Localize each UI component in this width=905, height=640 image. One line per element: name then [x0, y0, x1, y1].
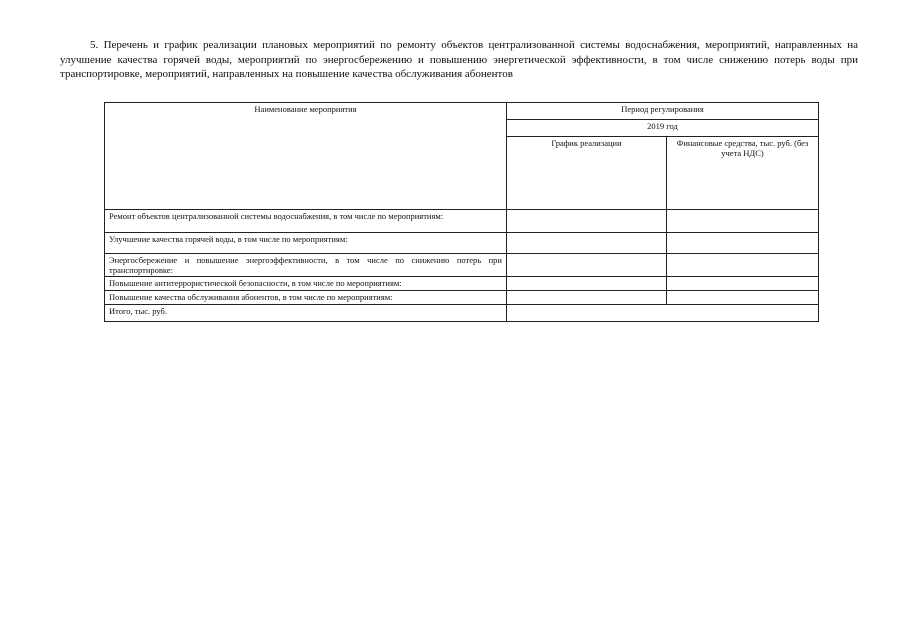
row-activity-name: Повышение антитеррористической безопасности, в том числе по мероприятиям: — [105, 277, 507, 291]
row-activity-name: Ремонт объектов централизованной системы водоснабжения, в том числе по мероприятиям: — [105, 210, 507, 233]
row-activity-name: Улучшение качества горячей воды, в том числе по мероприятиям: — [105, 233, 507, 254]
row-schedule-cell[interactable] — [507, 210, 667, 233]
row-activity-name: Энергосбережение и повышение энергоэффективности, в том числе по снижению потерь при транспортировке: — [105, 254, 507, 277]
header-schedule: График реализации — [507, 137, 667, 210]
header-finance: Финансовые средства, тыс. руб. (без учета НДС) — [667, 137, 819, 210]
row-finance-cell[interactable] — [667, 233, 819, 254]
table-row — [105, 233, 819, 254]
table-row — [105, 210, 819, 233]
total-value-cell[interactable] — [507, 305, 819, 322]
activities-table — [104, 102, 819, 322]
row-schedule-cell[interactable] — [507, 254, 667, 277]
row-finance-cell[interactable] — [667, 291, 819, 305]
row-finance-cell[interactable] — [667, 254, 819, 277]
header-regulation-period: Период регулирования — [507, 103, 819, 120]
row-schedule-cell[interactable] — [507, 291, 667, 305]
header-activity-name: Наименование мероприятия — [105, 103, 507, 210]
table-header-row — [105, 103, 819, 120]
row-activity-name: Повышение качества обслуживания абонентов, в том числе по мероприятиям: — [105, 291, 507, 305]
row-schedule-cell[interactable] — [507, 233, 667, 254]
row-finance-cell[interactable] — [667, 210, 819, 233]
table-row — [105, 277, 819, 291]
table-row — [105, 291, 819, 305]
total-label: Итого, тыс. руб. — [105, 305, 507, 322]
row-schedule-cell[interactable] — [507, 277, 667, 291]
table-total-row — [105, 305, 819, 322]
header-year: 2019 год — [507, 120, 819, 137]
row-finance-cell[interactable] — [667, 277, 819, 291]
section-heading — [60, 38, 858, 82]
table-row — [105, 254, 819, 277]
section-heading-text: 5. Перечень и график реализации плановых мероприятий по ремонту объектов централизованной системы водоснабжения, мероприятий, направленных на улучшение качества горячей воды, мероприятий по энергосбережению и повышению энергетической эффективности, в том числе снижению потерь воды при транспортировке, мероприятий, направленных на повышение качества обслуживания абонентов — [60, 39, 858, 80]
